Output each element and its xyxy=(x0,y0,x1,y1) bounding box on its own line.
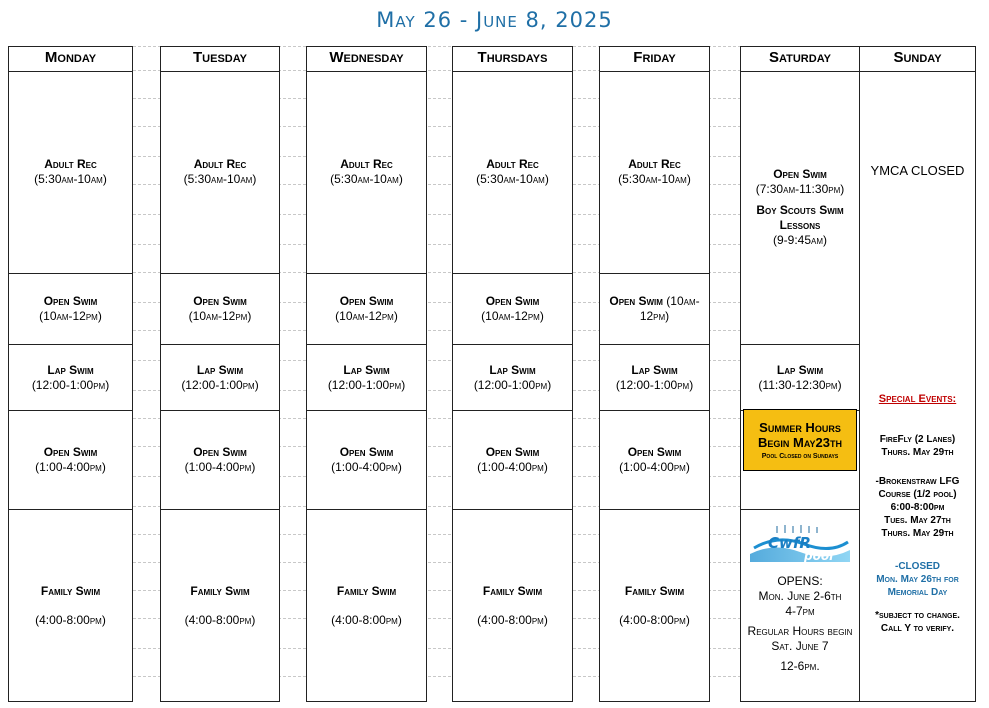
empty-cell xyxy=(741,471,859,510)
session-time: (5:30am-10am) xyxy=(476,172,549,186)
session-time: (4:00-8:00pm) xyxy=(35,612,106,627)
adult-rec-cell xyxy=(161,71,279,274)
day-header: Wednesday xyxy=(307,47,426,72)
lap-swim-cell xyxy=(9,345,132,411)
lap-swim-cell xyxy=(741,345,859,411)
session-time: (10am-12pm) xyxy=(335,309,398,323)
session-time: (10am-12pm) xyxy=(639,294,700,323)
summer-hours-banner xyxy=(743,409,857,471)
family-swim-cell xyxy=(307,510,426,701)
adult-rec-cell xyxy=(9,71,132,274)
open-swim-pm-cell xyxy=(307,411,426,510)
saturday-morning-cell xyxy=(741,71,859,345)
family-swim-cell xyxy=(9,510,132,701)
session-time: (11:30-12:30pm) xyxy=(758,377,842,392)
session-name: Lap Swim xyxy=(776,362,824,377)
day-header: Thursdays xyxy=(453,47,572,72)
session-name: Boy Scouts Swim Lessons xyxy=(756,203,844,232)
open-swim-am-cell xyxy=(9,274,132,345)
session-time: (5:30am-10am) xyxy=(330,172,403,186)
family-swim-cell xyxy=(600,510,709,701)
summer-hours-note: Pool Closed on Sundays xyxy=(761,453,839,460)
tuesday-column xyxy=(160,46,280,702)
session-name: Family Swim xyxy=(482,583,543,598)
open-swim-am-cell xyxy=(307,274,426,345)
verify-note: Call Y to verify. xyxy=(880,623,955,634)
open-swim-pm-cell xyxy=(161,411,279,510)
day-header: Monday xyxy=(9,47,132,72)
session-name: Open Swim xyxy=(485,445,540,459)
pool-logo xyxy=(748,524,852,564)
session-name: Open Swim xyxy=(485,294,540,308)
open-swim-am-cell xyxy=(453,274,572,345)
firefly-event: FireFly (2 Lanes) xyxy=(879,434,956,445)
session-name: Lap Swim xyxy=(489,362,536,377)
open-swim-pm-cell xyxy=(600,411,709,510)
brokenstraw-time: 6:00-8:00pm xyxy=(890,502,945,513)
adult-rec-cell xyxy=(307,71,426,274)
session-time: (9-9:45am) xyxy=(772,233,828,247)
session-name: Lap Swim xyxy=(196,362,244,377)
session-name: Open Swim xyxy=(627,445,682,459)
session-name: Adult Rec xyxy=(340,157,393,171)
session-name: Open Swim xyxy=(339,445,394,459)
ymca-closed: YMCA CLOSED xyxy=(870,163,965,178)
session-time: (12:00-1:00pm) xyxy=(615,377,694,392)
open-swim-am-cell xyxy=(161,274,279,345)
day-header: Tuesday xyxy=(161,47,279,72)
svg-text:pool: pool xyxy=(804,549,834,563)
open-swim-pm-cell xyxy=(453,411,572,510)
brokenstraw-date: Tues. May 27th xyxy=(884,515,951,526)
session-time: (4:00-8:00pm) xyxy=(477,612,548,627)
session-name: Open Swim xyxy=(609,294,663,308)
session-time: (1:00-4:00pm) xyxy=(35,460,106,474)
brokenstraw-date: Thurs. May 29th xyxy=(881,528,954,539)
memorial-day-note: Mon. May 26th for Memorial Day xyxy=(876,574,959,598)
session-time: (5:30am-10am) xyxy=(183,172,257,186)
session-name: Adult Rec xyxy=(193,157,247,171)
session-time: (12:00-1:00pm) xyxy=(181,377,259,392)
session-time: (1:00-4:00pm) xyxy=(477,460,548,474)
session-name: Open Swim xyxy=(43,445,98,459)
session-name: Lap Swim xyxy=(631,362,678,377)
pool-regular-hours: 12-6pm. xyxy=(780,659,820,673)
adult-rec-cell xyxy=(600,71,709,274)
session-time: (12:00-1:00pm) xyxy=(327,377,406,392)
sunday-column xyxy=(859,46,976,702)
page-title: May 26 - June 8, 2025 xyxy=(376,8,613,32)
summer-hours-line2: Begin May23th xyxy=(758,435,842,450)
day-header: Sunday xyxy=(860,47,975,72)
family-swim-cell xyxy=(161,510,279,701)
adult-rec-cell xyxy=(453,71,572,274)
session-time: (1:00-4:00pm) xyxy=(619,460,690,474)
session-time: (10am-12pm) xyxy=(188,309,252,323)
pool-opens-label: OPENS: xyxy=(777,574,823,588)
subject-to-change-note: *subject to change. xyxy=(875,610,960,621)
special-events xyxy=(864,393,971,635)
session-name: Family Swim xyxy=(624,583,685,598)
session-name: Open Swim xyxy=(193,445,247,459)
session-name: Open Swim xyxy=(339,294,394,308)
firefly-date: Thurs. May 29th xyxy=(881,447,954,458)
friday-column xyxy=(599,46,710,702)
special-events-title: Special Events: xyxy=(878,393,957,405)
session-name: Family Swim xyxy=(190,583,250,598)
closed-label: -CLOSED xyxy=(895,561,940,572)
summer-hours-line1: Summer Hours xyxy=(759,420,841,435)
session-name: Family Swim xyxy=(40,583,101,598)
lap-swim-cell xyxy=(161,345,279,411)
thursday-column xyxy=(452,46,573,702)
lap-swim-cell xyxy=(600,345,709,411)
session-time: (5:30am-10am) xyxy=(34,172,107,186)
session-name: Adult Rec xyxy=(486,157,539,171)
session-name: Open Swim xyxy=(773,167,827,181)
open-swim-am-cell xyxy=(600,274,709,345)
family-swim-cell xyxy=(453,510,572,701)
pool-open-dates: Mon. June 2-6th xyxy=(758,589,842,603)
lap-swim-cell xyxy=(307,345,426,411)
pool-regular-hours-label: Regular Hours begin Sat. June 7 xyxy=(747,624,853,653)
session-name: Lap Swim xyxy=(343,362,390,377)
session-name: Family Swim xyxy=(336,583,397,598)
session-name: Lap Swim xyxy=(47,362,94,377)
session-name: Adult Rec xyxy=(628,157,681,171)
open-swim-pm-cell xyxy=(9,411,132,510)
lap-swim-cell xyxy=(453,345,572,411)
session-name: Open Swim xyxy=(193,294,247,308)
session-time: (1:00-4:00pm) xyxy=(331,460,402,474)
saturday-column xyxy=(740,46,860,702)
session-time: (12:00-1:00pm) xyxy=(31,377,110,392)
session-time: (10am-12pm) xyxy=(39,309,102,323)
pool-opening-cell xyxy=(741,510,859,701)
session-time: (12:00-1:00pm) xyxy=(473,377,552,392)
session-time: (5:30am-10am) xyxy=(618,172,691,186)
day-header: Friday xyxy=(600,47,709,72)
session-name: Adult Rec xyxy=(44,157,97,171)
pool-open-hours: 4-7pm xyxy=(785,604,815,618)
session-name: Open Swim xyxy=(43,294,98,308)
session-time: (4:00-8:00pm) xyxy=(619,612,690,627)
svg-text:CwfR: CwfR xyxy=(768,534,811,552)
monday-column xyxy=(8,46,133,702)
session-time: (7:30am-11:30pm) xyxy=(755,182,845,196)
session-time: (10am-12pm) xyxy=(481,309,544,323)
session-time: (1:00-4:00pm) xyxy=(184,460,256,474)
session-time: (4:00-8:00pm) xyxy=(331,612,402,627)
wednesday-column xyxy=(306,46,427,702)
session-time: (4:00-8:00pm) xyxy=(184,612,256,627)
day-header: Saturday xyxy=(741,47,859,72)
brokenstraw-event: -Brokenstraw LFG Course (1/2 pool) xyxy=(875,476,960,500)
